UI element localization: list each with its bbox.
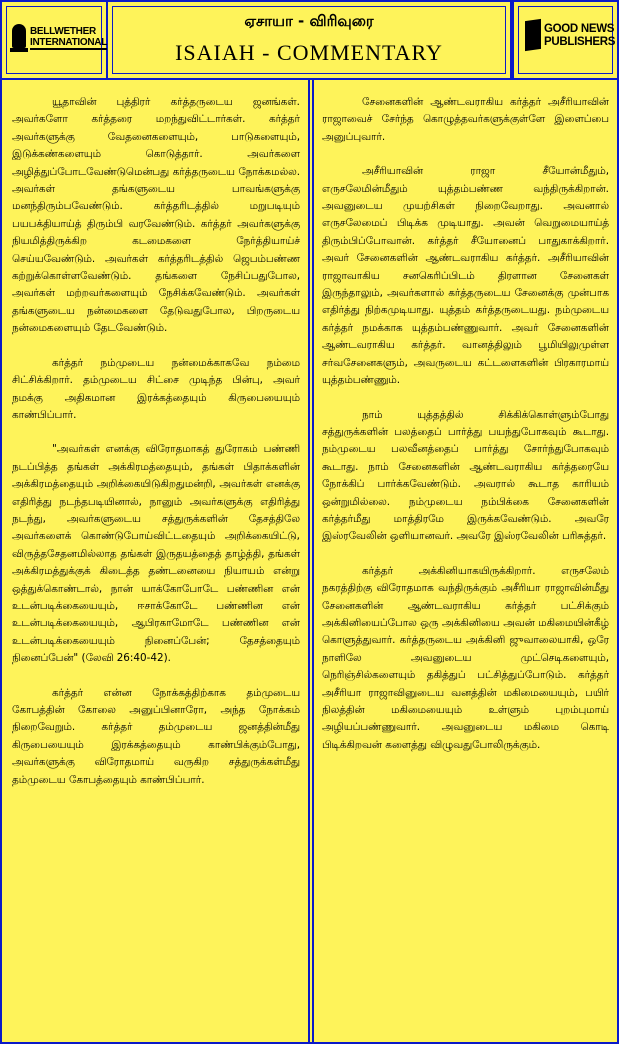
left-paragraph-3: "அவர்கள் எனக்கு விரோதமாகத் துரோகம் பண்ணி நடப்பித்த தங்கள் அக்கிரமத்தையும், தங்கள் பிதாக்களின் அக்கிரமத்தையும் அறிக்கையிடுகிறதுமன்றி, அவர்கள் எனக்கு எதிரித்து நடந்தபடியினால், நானும் அவர்களுக்கு எதிரித்து நடந்து, அவர்களுடைய சத்துருக்களின் தேசத்திலே அவர்களைக் கொண்டுபோய்விட்டதையும் அறிக்கையிட்டு, விருத்தசேதனமில்லாத தங்கள் இருதயத்தைத் தாழ்த்தி, தங்கள் அக்கிரமத்துக்குக் கிடைத்த தண்டனையை நியாயம் என்று ஒத்துக்கொண்டால், நான் யாக்கோபோடே பண்ணின என் உடன்படிக்கையையும், ஈசாக்கோடே பண்ணின என் உடன்படிக்கையையும், ஆபிரகாமோடே பண்ணின என் உடன்படிக்கையையும் நினைப்பேன்; தேசத்தையும் நினைப்பேன்" (லேவி 26:40-42). [12, 443, 300, 665]
right-logo-line1: GOOD NEWS [544, 23, 615, 35]
left-paragraph-2: கர்த்தர் நம்முடைய நன்மைக்காகவே நம்மை சிட்சிக்கிறார். தம்முடைய சிட்சை முடிந்த பின்பு, அவர் நமக்கு அதிகமான இரக்கத்தையும் கிருபையையும் காண்பிப்பார். [12, 356, 300, 421]
right-logo-line2: PUBLISHERS [544, 36, 616, 48]
left-logo-line1: BELLWETHER [30, 26, 96, 37]
right-column [312, 80, 617, 1042]
title-english: ISAIAH - COMMENTARY [175, 40, 443, 65]
left-paragraph-1: யூதாவின் புத்திரர் கர்த்தருடைய ஜனங்கள். அவர்களோ கர்த்தரை மறந்துவிட்டார்கள். கர்த்தர் அவர்களுக்கு வேதனைகளையும், பாடுகளையும், இடுக்கண்களையும் கொடுத்தார். அவர்களை அழித்துப்போடவேண்டுமென்பது கர்த்தருடைய நோக்கமல்ல. அவர்கள் தங்களுடைய பாவங்களுக்கு மனந்திரும்பவேண்டும். கர்த்தரிடத்தில் மறுபடியும் பயபக்தியாய்த் திரும்பி வரவேண்டும். கர்த்தர் அவர்களுக்கு நியமித்திருக்கிற கடமைகளை நேர்த்தியாய்ச் செய்யவேண்டும். அவர்கள் கர்த்தரிடத்தில் ஜெபம்பண்ண கற்றுக்கொள்ளவேண்டும். தங்களை நேசிப்பதுபோல, அவர்கள் மற்றவர்களையும் நேசிக்கவேண்டும். அவர்கள் தங்களுடைய நன்மைகளை தேடுவதுபோல, பிறருடைய நன்மைகளையும் தேடவேண்டும். [12, 96, 300, 335]
good-news-logo [524, 18, 615, 54]
right-paragraph-2: அசீரியாவின் ராஜா சீயோன்மீதும், எருசலேமின்மீதும் யுத்தம்பண்ண வந்திருக்கிறான். அவனுடைய முயற்சிகள் நிறைவேறாது. அவனால் எருசலேமைப் பிடிக்க முடியாது. அவன் வெறுமையாய்த் திரும்பிப்போவான். கர்த்தர் சீயோனைப் பாதுகாக்கிறார். அவர் சேனைகளின் ஆண்டவராகிய கர்த்தர். அசீரியாவின் ராஜாவாகிய சனகெரிப்பிடம் திரளான சேனைகள் இருந்தாலும், அவர்களால் கர்த்தருடைய சேனைக்கு முன்பாக எதிர்த்து நிற்கமுடியாது. யுத்தம் கர்த்தருடையது. நம்முடைய கர்த்தர் நமக்காக யுத்தம்பண்ணுவார். அவர் சேனைகளின் ஆண்டவராகிய கர்த்தர். வானத்திலும் பூமியிலுமுள்ள சர்வசேனைகளும், அவருடைய கட்டளைகளின் பிரகாரமாய் யுத்தம்பண்ணும். [322, 165, 609, 387]
title-tamil: ஏசாயா - விரிவுரை [244, 12, 374, 30]
header [2, 2, 617, 80]
left-column [2, 80, 310, 1042]
bell-icon [10, 20, 28, 56]
left-logo-box [2, 2, 108, 78]
book-icon [524, 18, 542, 54]
left-logo-line2: INTERNATIONAL [30, 37, 108, 48]
left-paragraph-4: கர்த்தர் என்ன நோக்கத்திற்காக தம்முடைய கோபத்தின் கோலை அனுப்பினாரோ, அந்த நோக்கம் நிறைவேறும். கர்த்தர் தம்முடைய ஜனத்தின்மீது கிருபையையும் இரக்கத்தையும் காண்பிக்கும்போது, அவர்களுக்கு விரோதமாய் வருகிற சத்துருக்கள்மீது தம்முடைய கோபத்தையும் காண்பிப்பார். [12, 686, 300, 786]
right-paragraph-4: கர்த்தர் அக்கினியாகயிருக்கிறார். எருசலேம் நகரத்திற்கு விரோதமாக வந்திருக்கும் அசீரியா ராஜாவின்மீது சேனைகளின் ஆண்டவராகிய கர்த்தர் பட்சிக்கும் அக்கினியைப்போல ஒரு அக்கினியை அவன் மகிமையின்கீழ் கொளுத்துவார். கர்த்தருடைய அக்கினி ஜுவாலையாகி, ஒரே நாளிலே அவனுடைய முட்செடிகளையும், நெரிஞ்சில்களையும் தகித்துப் பட்சித்துப்போடும். கர்த்தர் அசீரியா ராஜாவினுடைய வனத்தின் மகிமையையும், பயிர் நிலத்தின் மகிமையையும் உள்ளும் புறம்புமாய் அழியப்பண்ணுவார். அவனுடைய மகிமை கொடி பிடிக்கிறவன் களைத்து விழுவதுபோலிருக்கும். [322, 564, 609, 751]
right-logo-box [512, 2, 617, 78]
title-box [108, 2, 512, 78]
right-paragraph-3: நாம் யுத்தத்தில் சிக்கிக்கொள்ளும்போது சத்துருக்களின் பலத்தைப் பார்த்து பயந்துபோகவும் கூடாது. நம்முடைய பலவீனத்தைப் பார்த்து சோர்ந்துபோகவும் கூடாது. நாம் சேனைகளின் ஆண்டவராகிய கர்த்தரையே நோக்கிப் பார்க்கவேண்டும். அவரால் கூடாத காரியம் ஒன்றுமில்லை. நம்முடைய நம்பிக்கை சேனைகளின் கர்த்தர்மீது மாத்திரமே இருக்கவேண்டும். அவரே இஸ்ரவேலின் ஒளியானவர். அவரே இஸ்ரவேலின் பரிசுத்தர். [322, 408, 609, 543]
bellwether-logo [10, 20, 107, 56]
right-paragraph-1: சேனைகளின் ஆண்டவராகிய கர்த்தர் அசீரியாவின் ராஜாவைச் சேர்ந்த கொழுத்தவர்களுக்குள்ளே இளைப்பை அனுப்புவார். [322, 96, 609, 143]
